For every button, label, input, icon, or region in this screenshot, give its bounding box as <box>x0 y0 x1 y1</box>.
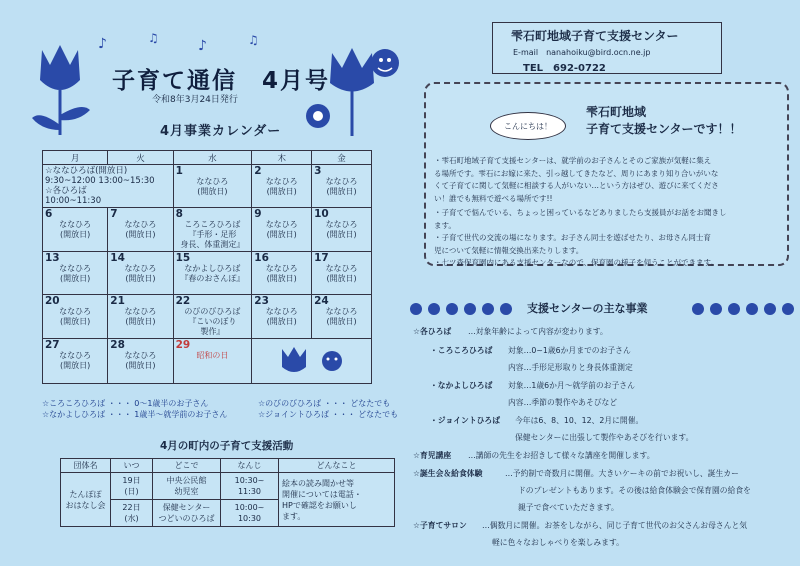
salon-label: ☆子育てサロン <box>413 521 467 530</box>
korokoro-label: ・ころころひろば <box>430 346 493 355</box>
day-number: 7 <box>110 208 118 220</box>
calendar-heading: 4月事業カレンダー <box>160 124 282 139</box>
hiroba-desc: …対象年齢によって内容が変わります。 <box>468 327 608 336</box>
birthday-label: ☆誕生会＆給食体験 <box>413 469 483 478</box>
legend-nobinobi: ☆のびのびひろば ・・・ どなたでも <box>258 399 391 408</box>
center-email: E-mail nanahoiku@bird.ocn.ne.jp <box>513 48 651 57</box>
day-text: ななひろ (開放日) <box>59 351 92 370</box>
intro-paragraph: ・七ツ森保育園内にある支援センターなので、保育園の様子を伺うことができます。 <box>434 258 718 267</box>
day-text: ななひろ (開放日) <box>124 307 157 326</box>
event-where: 保健センター つどいのひろば <box>153 500 221 527</box>
day-number: 24 <box>314 295 329 307</box>
calendar-day-cell <box>252 165 312 208</box>
svg-text:♪: ♪ <box>98 36 107 52</box>
day-number: 23 <box>254 295 269 307</box>
col-group: 団体名 <box>61 459 111 473</box>
svg-text:♪: ♪ <box>198 38 207 54</box>
day-number: 17 <box>314 252 329 264</box>
day-number: 22 <box>175 295 191 307</box>
day-text: ななひろ (開放日) <box>325 307 358 326</box>
support-activities-heading: 4月の町内の子育て支援活動 <box>160 440 294 452</box>
day-text: ななひろ (開放日) <box>325 177 358 196</box>
day-number: 20 <box>45 295 60 307</box>
day-text: ななひろ (開放日) <box>124 264 157 283</box>
day-number: 28 <box>110 339 125 351</box>
weekday-tue: 火 <box>108 151 173 165</box>
korokoro-content: 内容…手形足形取りと身長体重測定 <box>508 363 633 372</box>
day-text: ななひろ (開放日) <box>59 264 92 283</box>
calendar-day-cell <box>108 208 173 252</box>
day-text: なかよしひろば 『春のおさんぽ』 <box>180 264 245 283</box>
day-number: 29 <box>175 339 191 351</box>
event-where: 中央公民館 幼児室 <box>153 473 221 500</box>
day-number: 21 <box>110 295 125 307</box>
joint-label: ・ジョイントひろば <box>430 416 501 425</box>
tulip-and-bee-illustration <box>262 341 362 381</box>
day-number: 8 <box>175 208 183 220</box>
nakayoshi-content: 内容…季節の製作やあそびなど <box>508 398 618 407</box>
calendar-day-cell <box>173 295 252 339</box>
event-description: 絵本の読み聞かせ等 開催については電話・ HPで確認をお願いし ます。 <box>279 473 395 527</box>
group-name: たんぽぽ おはなし会 <box>61 473 111 527</box>
day-text: ななひろ (開放日) <box>325 264 358 283</box>
calendar-day-cell <box>43 339 108 384</box>
event-when: 19日 (日) <box>111 473 153 500</box>
weekday-wed: 水 <box>173 151 252 165</box>
calendar-day-cell <box>252 208 312 252</box>
calendar-holiday-cell <box>173 339 252 384</box>
calendar-day-cell <box>312 165 372 208</box>
korokoro-target: 対象…0~1歳6か月までのお子さん <box>508 346 631 355</box>
birthday-desc: 親子で食べていただきます。 <box>518 503 619 512</box>
greeting-bubble: こんにちは！ <box>490 112 566 140</box>
support-table-header <box>61 459 395 473</box>
day-text: のびのびひろば 『こいのぼり 製作』 <box>184 307 241 336</box>
hours-note-text: ☆ななひろば(開放日) 9:30~12:00 13:00~15:30 ☆各ひろば 10:00~11:30 <box>45 166 155 206</box>
calendar-day-cell <box>43 208 108 252</box>
svg-text:♫: ♫ <box>248 33 259 47</box>
calendar-week-row <box>43 339 372 384</box>
calendar-weekday-row <box>43 151 372 165</box>
calendar-week-row <box>43 208 372 252</box>
intro-title: 雫石町地域 子育て支援センターです！！ <box>586 105 742 136</box>
intro-paragraph: ・雫石町地域子育て支援センターは、就学前のお子さんとそのご家族が気軽に集え る場所です。雫石にお嫁に来た、引っ越してきたなど、周りにあまり知り合いがいな くて子育てに関して気軽に相談する人がいない…という方はぜひ、遊びに来てくださ い！誰でも無料で遊べる場所です!! <box>434 156 719 203</box>
event-calendar <box>42 150 372 384</box>
day-text: ななひろ (開放日) <box>325 220 358 239</box>
calendar-week-row <box>43 165 372 208</box>
col-where: どこで <box>153 459 221 473</box>
legend-nakayoshi: ☆なかよしひろば ・・・ 1歳半～就学前のお子さん <box>42 410 228 419</box>
ikuji-desc: …講師の先生をお招きして様々な講座を開催します。 <box>468 451 655 460</box>
day-text: ななひろ (開放日) <box>265 307 298 326</box>
day-text: ななひろ (開放日) <box>59 220 92 239</box>
events-heading: 支援センターの主な事業 <box>527 302 648 315</box>
calendar-day-cell <box>173 252 252 295</box>
calendar-day-cell <box>312 295 372 339</box>
day-text: ころころひろば 『手形・足形 身長、体重測定』 <box>180 220 245 249</box>
event-time: 10:30~ 11:30 <box>221 473 279 500</box>
col-when: いつ <box>111 459 153 473</box>
salon-desc: 軽に色々なおしゃべりを楽しみます。 <box>492 538 624 547</box>
nakayoshi-label: ・なかよしひろば <box>430 381 493 390</box>
calendar-day-cell <box>312 208 372 252</box>
day-number: 15 <box>175 252 191 264</box>
weekday-thu: 木 <box>252 151 312 165</box>
col-time: なんじ <box>221 459 279 473</box>
col-what: どんなこと <box>279 459 395 473</box>
weekday-mon: 月 <box>43 151 108 165</box>
intro-paragraph: ・子育て世代の交流の場になります。お子さん同士を遊ばせたり、お母さん同士育 児について気軽に情報交換出来たりします。 <box>434 233 711 255</box>
day-number: 13 <box>45 252 60 264</box>
calendar-week-row <box>43 252 372 295</box>
ikuji-label: ☆育児講座 <box>413 451 452 460</box>
event-when: 22日 (水) <box>111 500 153 527</box>
day-number: 1 <box>175 165 183 177</box>
center-phone: TEL 692-0722 <box>523 63 606 74</box>
day-text: ななひろ (開放日) <box>265 220 298 239</box>
issue-date: 令和8年3月24日発行 <box>152 95 238 105</box>
support-activities-table <box>60 458 395 527</box>
support-row <box>61 473 395 500</box>
day-number: 3 <box>314 165 322 177</box>
nakayoshi-target: 対象…1歳6か月～就学前のお子さん <box>508 381 635 390</box>
calendar-day-cell <box>43 295 108 339</box>
calendar-day-cell <box>108 252 173 295</box>
day-number: 6 <box>45 208 53 220</box>
contact-box <box>492 22 722 74</box>
calendar-day-cell <box>108 339 173 384</box>
calendar-day-cell <box>173 208 252 252</box>
legend-korokoro: ☆ころころひろば ・・・ 0～1歳半のお子さん <box>42 399 209 408</box>
calendar-hours-note <box>43 165 174 208</box>
day-number: 14 <box>110 252 125 264</box>
salon-desc: …偶数月に開催。お茶をしながら、同じ子育て世代のお父さんお母さんと気 <box>482 521 748 530</box>
day-number: 27 <box>45 339 60 351</box>
joint-desc1: 今年は6、8、10、12、2月に開催。 <box>515 416 644 425</box>
day-text: ななひろ (開放日) <box>124 351 157 370</box>
day-number: 9 <box>254 208 262 220</box>
day-number: 2 <box>254 165 262 177</box>
day-text: ななひろ (開放日) <box>265 177 298 196</box>
center-name: 雫石町地域子育て支援センター <box>511 29 679 43</box>
birthday-desc: …予約制で奇数月に開催。大きいケーキの前でお祝いし、誕生カー <box>505 469 739 478</box>
calendar-day-cell <box>173 165 252 208</box>
joint-desc2: 保健センターに出張して製作やあそびを行います。 <box>515 433 694 442</box>
calendar-day-cell <box>43 252 108 295</box>
event-time: 10:00~ 10:30 <box>221 500 279 527</box>
svg-text:♫: ♫ <box>148 31 159 45</box>
calendar-day-cell <box>312 252 372 295</box>
hiroba-label: ☆各ひろば <box>413 327 452 336</box>
day-text: ななひろ (開放日) <box>196 177 229 196</box>
day-text: 昭和の日 <box>196 351 229 360</box>
birthday-desc: ドのプレゼントもあります。その後は給食体験会で保育園の給食を <box>518 486 751 495</box>
weekday-fri: 金 <box>312 151 372 165</box>
calendar-illustration-cell <box>252 339 372 384</box>
calendar-day-cell <box>252 295 312 339</box>
day-text: ななひろ (開放日) <box>265 264 298 283</box>
day-text: ななひろ (開放日) <box>124 220 157 239</box>
newsletter-title: 子育て通信 4月号 <box>112 68 331 94</box>
calendar-week-row <box>43 295 372 339</box>
day-text: ななひろ (開放日) <box>59 307 92 326</box>
calendar-day-cell <box>252 252 312 295</box>
intro-paragraph: ・子育てで悩んでいる、ちょっと困っているなどありましたら支援員がお話をお聞きし ます。 <box>434 208 727 230</box>
calendar-day-cell <box>108 295 173 339</box>
day-number: 10 <box>314 208 329 220</box>
legend-joint: ☆ジョイントひろば ・・・ どなたでも <box>258 410 399 419</box>
day-number: 16 <box>254 252 269 264</box>
